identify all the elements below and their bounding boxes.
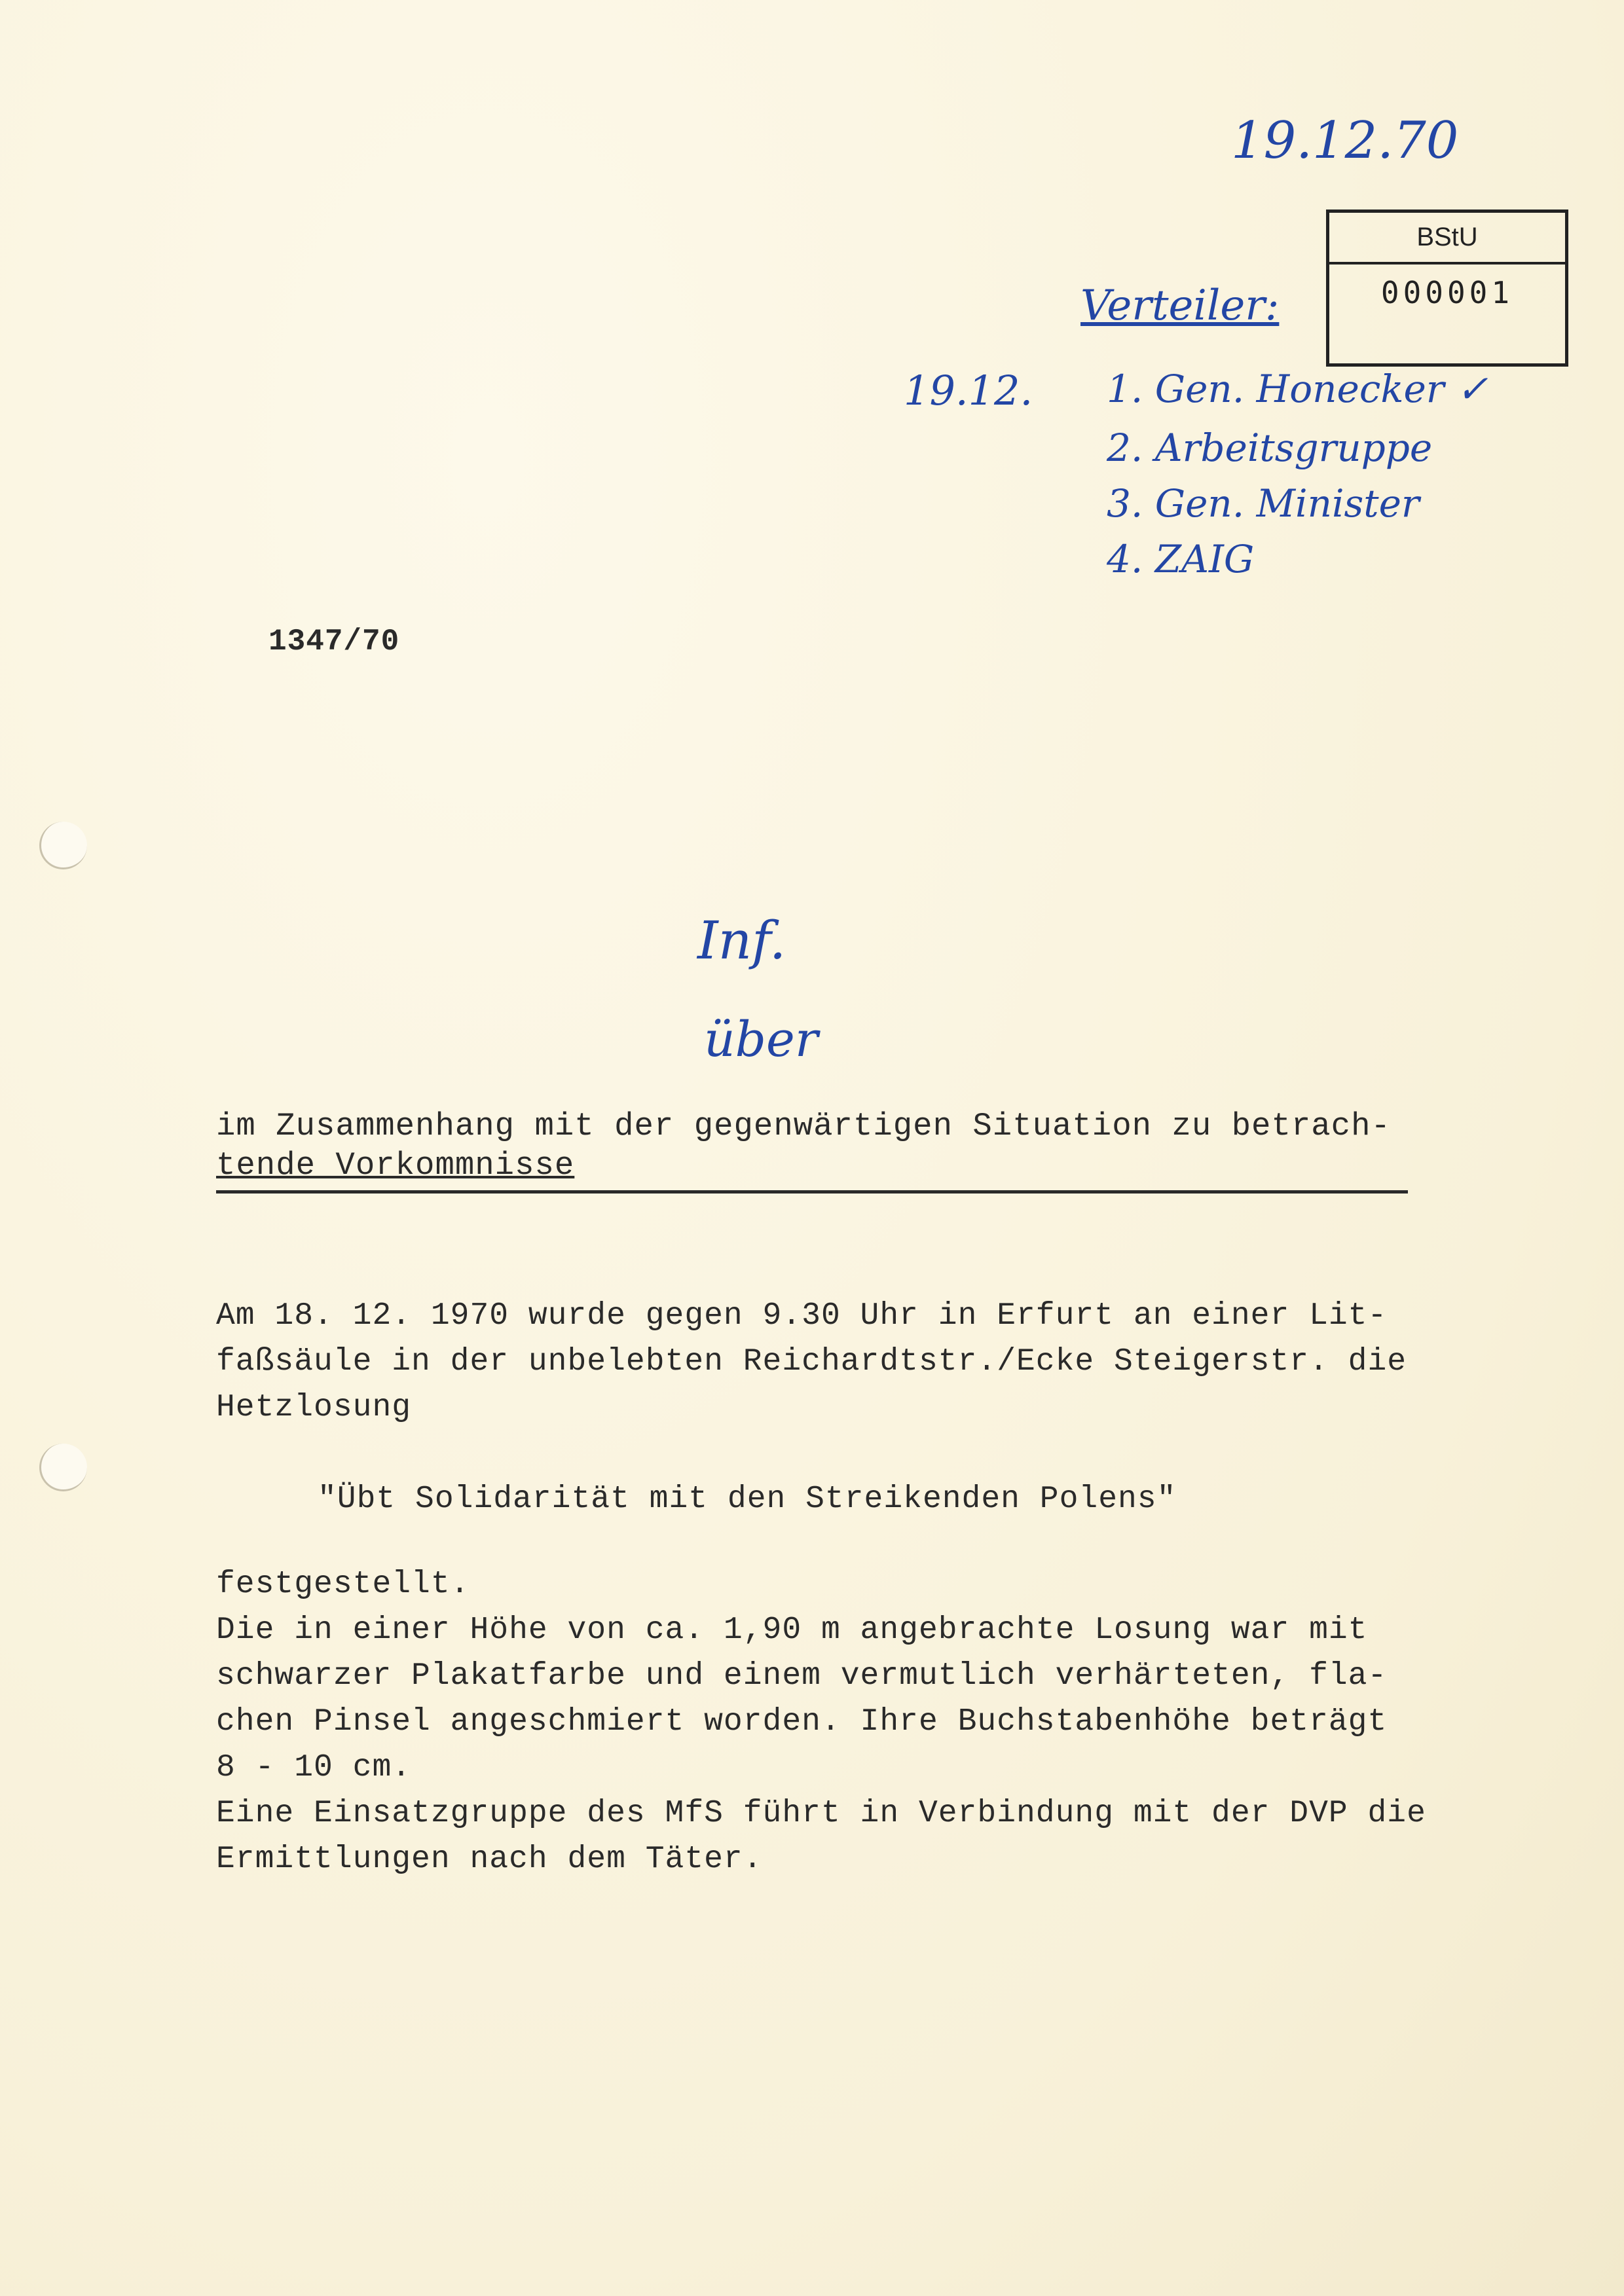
body-line-7: chen Pinsel angeschmiert worden. Ihre Buchstabenhöhe beträgt xyxy=(216,1704,1388,1740)
body-line-9: Eine Einsatzgruppe des MfS führt in Verbindung mit der DVP die xyxy=(216,1796,1426,1831)
body-line-6: schwarzer Plakatfarbe und einem vermutlich verhärteten, fla- xyxy=(216,1658,1388,1694)
body-line-2: faßsäule in der unbelebten Reichardtstr./Ecke Steigerstr. die xyxy=(216,1344,1407,1379)
body-line-5: Die in einer Höhe von ca. 1,90 m angebrachte Losung war mit xyxy=(216,1613,1368,1648)
handwritten-date: 19.12.70 xyxy=(1231,111,1459,170)
title-underline xyxy=(216,1190,1408,1194)
document-number: 1347/70 xyxy=(268,625,400,659)
punch-hole-bottom xyxy=(39,1444,87,1491)
stamp-label: BStU xyxy=(1329,213,1565,264)
verteiler-item-1: 1. Gen. Honecker ✓ xyxy=(1107,367,1488,411)
title-handwritten-uber: über xyxy=(704,1011,819,1068)
verteiler-title: Verteiler: xyxy=(1080,282,1280,330)
title-handwritten-inf: Inf. xyxy=(697,910,786,971)
title-line-1: im Zusammenhang mit der gegenwärtigen Situation zu betrach- xyxy=(216,1108,1391,1144)
body-line-8: 8 - 10 cm. xyxy=(216,1750,412,1785)
body-line-10: Ermittlungen nach dem Täter. xyxy=(216,1842,763,1877)
slogan-quote: "Übt Solidarität mit den Streikenden Polens" xyxy=(318,1482,1177,1517)
archive-stamp xyxy=(1326,210,1568,367)
body-line-3: Hetzlosung xyxy=(216,1390,412,1425)
verteiler-item-2: 2. Arbeitsgruppe xyxy=(1107,426,1433,470)
verteiler-item-4: 4. ZAIG xyxy=(1107,537,1255,581)
verteiler-item-3: 3. Gen. Minister xyxy=(1107,481,1420,526)
punch-hole-top xyxy=(39,822,87,869)
body-line-1: Am 18. 12. 1970 wurde gegen 9.30 Uhr in Erfurt an einer Lit- xyxy=(216,1298,1388,1334)
verteiler-date: 19.12. xyxy=(904,367,1033,414)
stamp-number: 000001 xyxy=(1380,275,1514,310)
body-line-festgestellt: festgestellt. xyxy=(216,1567,470,1602)
title-line-2: tende Vorkommnisse xyxy=(216,1147,575,1184)
